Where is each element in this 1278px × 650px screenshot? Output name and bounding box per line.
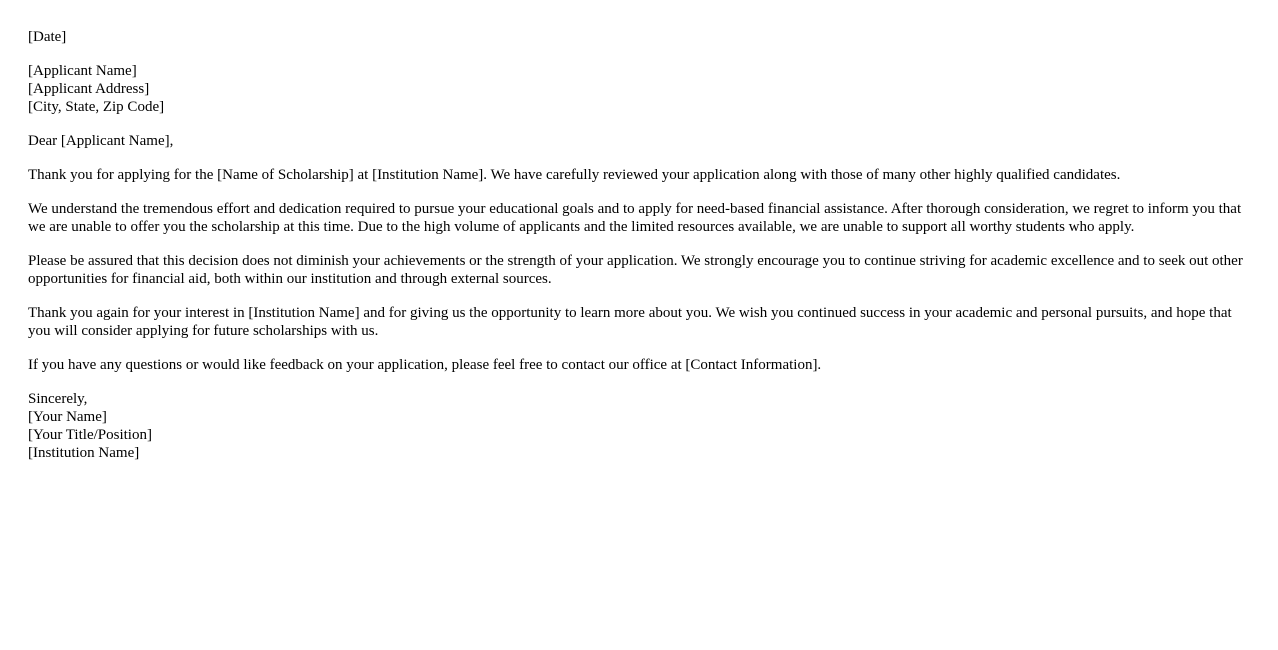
paragraph-contact: If you have any questions or would like feedback on your application, please feel free to contact our office at [Contact Information].	[28, 357, 822, 373]
recipient-address: [Applicant Address]	[28, 81, 150, 97]
recipient-address-block	[28, 62, 1256, 116]
salutation: Dear [Applicant Name],	[28, 133, 174, 149]
signer-name: [Your Name]	[28, 409, 107, 425]
paragraph-decision: We understand the tremendous effort and dedication required to pursue your educational goals and to apply for need-based financial assistance. After thorough consideration, we regret to inform you that we are unable to offer you the scholarship at this time. Due to the high volume of applicants and the limited resources available, we are unable to support all worthy students who apply.	[28, 201, 1242, 235]
signature-block	[28, 390, 1256, 462]
paragraph-intro: Thank you for applying for the [Name of Scholarship] at [Institution Name]. We have carefully reviewed your application along with those of many other highly qualified candidates.	[28, 167, 1121, 183]
recipient-city-state-zip: [City, State, Zip Code]	[28, 99, 165, 115]
salutation-block	[28, 132, 1256, 150]
paragraph-encouragement: Please be assured that this decision does not diminish your achievements or the strength of your application. We strongly encourage you to continue striving for academic excellence and to seek out other opportunities for financial aid, both within our institution and through external sources.	[28, 253, 1243, 287]
signer-institution: [Institution Name]	[28, 445, 140, 461]
letter-body	[28, 28, 1256, 478]
letter-date-block	[28, 28, 1256, 46]
valediction: Sincerely,	[28, 391, 88, 407]
letter-date: [Date]	[28, 29, 67, 45]
recipient-name: [Applicant Name]	[28, 63, 137, 79]
paragraph-thanks: Thank you again for your interest in [Institution Name] and for giving us the opportunity to learn more about you. We wish you continued success in your academic and personal pursuits, and hope that you will consider applying for future scholarships with us.	[28, 305, 1232, 339]
signer-title: [Your Title/Position]	[28, 427, 152, 443]
